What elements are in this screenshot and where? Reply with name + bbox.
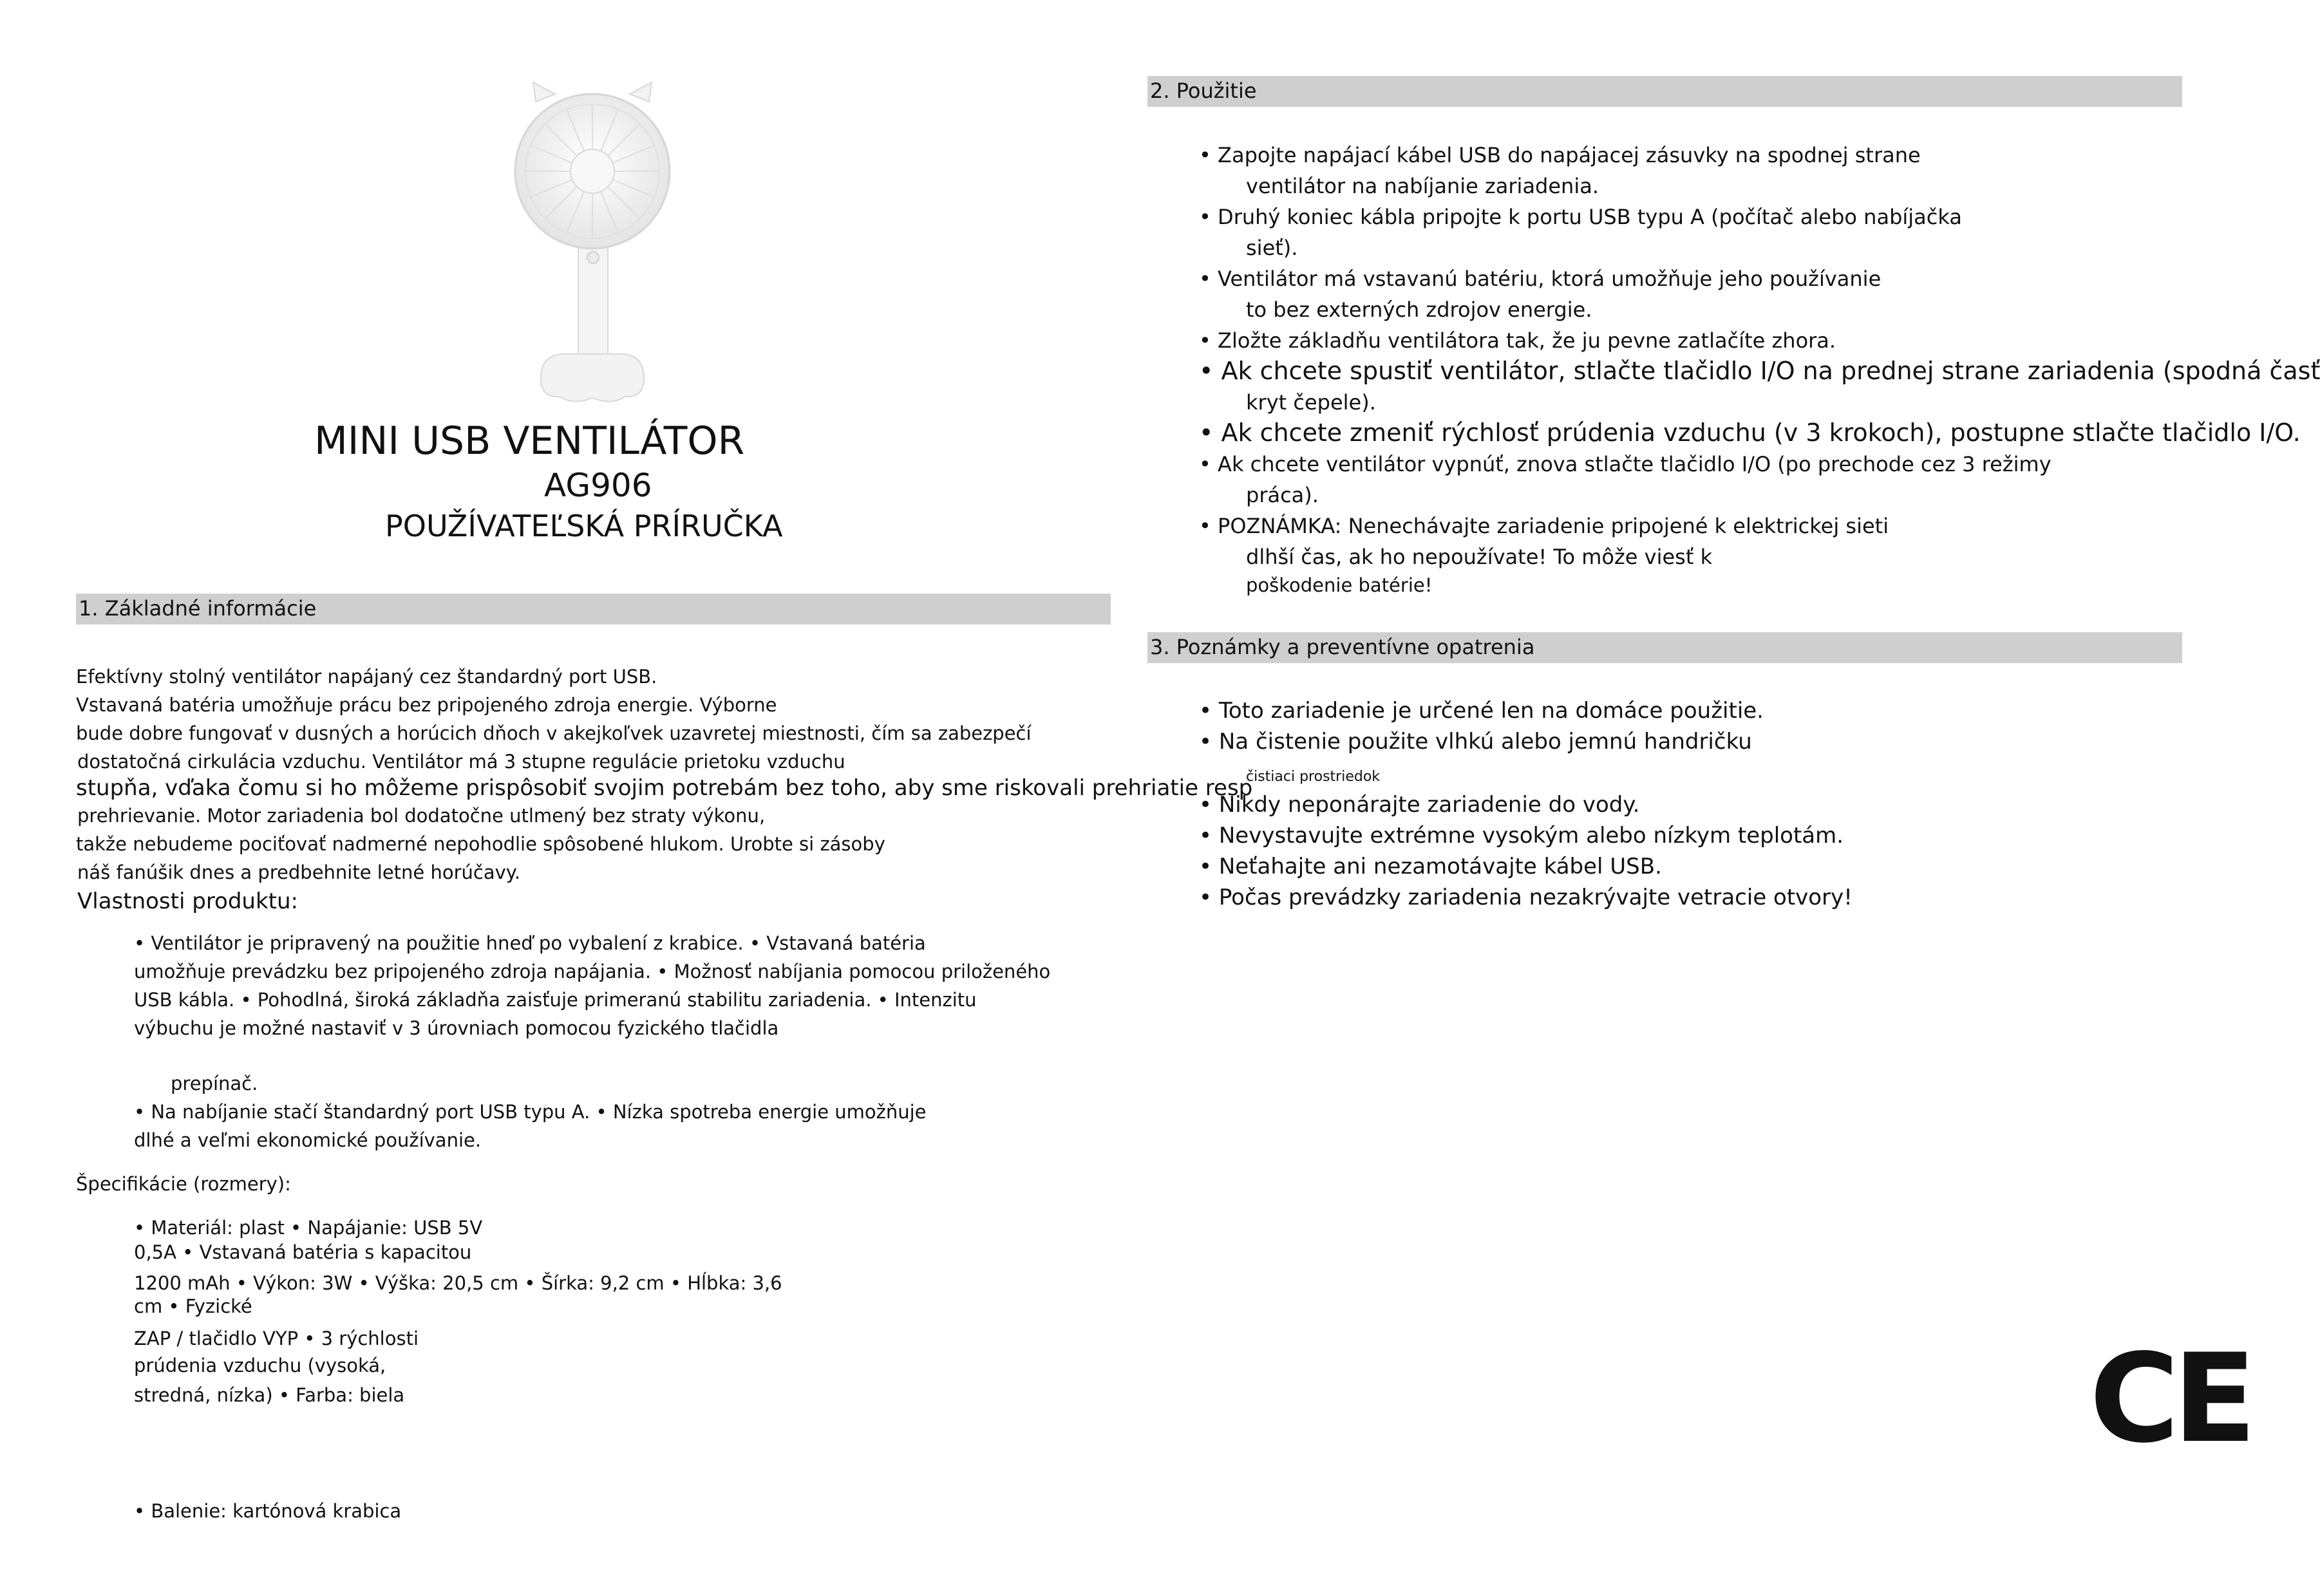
product-title: MINI USB VENTILÁTOR (314, 418, 745, 464)
features-heading: Vlastnosti produktu: (77, 888, 299, 914)
usage-line: • Ak chcete zmeniť rýchlosť prúdenia vzduchu (v 3 krokoch), postupne stlačte tlačidlo I/O. (1199, 418, 2301, 447)
product-model: AG906 (544, 467, 652, 504)
specs-line: • Materiál: plast • Napájanie: USB 5V (134, 1217, 483, 1239)
section-3-header (1147, 632, 2182, 663)
fan-illustration (496, 76, 689, 411)
manual-subtitle: POUŽÍVATEĽSKÁ PRÍRUČKA (385, 509, 783, 543)
usage-line: • Druhý koniec kábla pripojte k portu USB typu A (počítač alebo nabíjačka (1199, 205, 1962, 229)
specs-line: ZAP / tlačidlo VYP • 3 rýchlosti (134, 1328, 419, 1349)
intro-line: takže nebudeme pociťovať nadmerné nepohodlie spôsobené hlukom. Urobte si zásoby (76, 833, 885, 855)
features-line: • Na nabíjanie stačí štandardný port USB typu A. • Nízka spotreba energie umožňuje (134, 1101, 927, 1123)
note-line: čistiaci prostriedok (1246, 769, 1381, 785)
usage-line: • Ak chcete ventilátor vypnúť, znova stlačte tlačidlo I/O (po prechode cez 3 režimy (1199, 452, 2051, 476)
intro-line: bude dobre fungovať v dusných a horúcich dňoch v akejkoľvek uzavretej miestnosti, čím sa zabezpečí (76, 722, 1032, 744)
intro-line: náš fanúšik dnes a predbehnite letné horúčavy. (77, 861, 521, 883)
intro-line: prehrievanie. Motor zariadenia bol dodatočne utlmený bez straty výkonu, (77, 805, 766, 827)
note-line: • Nikdy neponárajte zariadenie do vody. (1199, 792, 1640, 818)
usage-line: • Ventilátor má vstavanú batériu, ktorá umožňuje jeho používanie (1199, 267, 1881, 291)
usage-line: • Zložte základňu ventilátora tak, že ju pevne zatlačíte zhora. (1199, 328, 1836, 353)
features-line: • Ventilátor je pripravený na použitie hneď po vybalení z krabice. • Vstavaná batéria (134, 932, 926, 954)
note-line: • Počas prevádzky zariadenia nezakrývajte vetracie otvory! (1199, 885, 1853, 910)
intro-line: Efektívny stolný ventilátor napájaný cez štandardný port USB. (76, 666, 657, 688)
section-3-heading: 3. Poznámky a preventívne opatrenia (1150, 635, 1535, 659)
usage-line: poškodenie batérie! (1246, 574, 1433, 596)
features-line: dlhé a veľmi ekonomické používanie. (134, 1129, 482, 1151)
features-line: USB kábla. • Pohodlná, široká základňa zaisťuje primeranú stabilitu zariadenia. • Intenzitu (134, 989, 977, 1011)
specs-line: • Balenie: kartónová krabica (134, 1500, 402, 1522)
section-2-heading: 2. Použitie (1150, 79, 1257, 103)
specs-line: stredná, nízka) • Farba: biela (134, 1384, 405, 1406)
intro-line: Vstavaná batéria umožňuje prácu bez pripojeného zdroja energie. Výborne (76, 694, 777, 716)
features-line: umožňuje prevádzku bez pripojeného zdroja napájania. • Možnosť nabíjania pomocou priloženého (134, 961, 1051, 982)
usage-line: • Ak chcete spustiť ventilátor, stlačte tlačidlo I/O na prednej strane zariadenia (spodná časť (1199, 357, 2320, 385)
note-line: • Na čistenie použite vlhkú alebo jemnú handričku (1199, 729, 1752, 755)
specs-line: cm • Fyzické (134, 1295, 252, 1317)
usage-line: ventilátor na nabíjanie zariadenia. (1246, 174, 1599, 198)
specs-line: prúdenia vzduchu (vysoká, (134, 1355, 386, 1376)
usage-line: to bez externých zdrojov energie. (1246, 297, 1592, 322)
note-line: • Nevystavujte extrémne vysokým alebo nízkym teplotám. (1199, 823, 1844, 849)
features-line: výbuchu je možné nastaviť v 3 úrovniach pomocou fyzického tlačidla (134, 1017, 779, 1039)
section-2-header (1147, 76, 2182, 107)
specs-heading: Špecifikácie (rozmery): (76, 1173, 291, 1195)
note-line: • Toto zariadenie je určené len na domáce použitie. (1199, 698, 1764, 724)
usage-line: práca). (1246, 483, 1319, 507)
note-line: • Neťahajte ani nezamotávajte kábel USB. (1199, 854, 1662, 879)
usage-line: sieť). (1246, 236, 1298, 260)
section-1-header (76, 594, 1111, 624)
section-1-heading: 1. Základné informácie (79, 596, 317, 621)
specs-line: 0,5A • Vstavaná batéria s kapacitou (134, 1241, 472, 1263)
ce-mark: CE (2089, 1328, 2250, 1470)
intro-line: dostatočná cirkulácia vzduchu. Ventilátor má 3 stupne regulácie prietoku vzduchu (77, 751, 845, 773)
features-line: prepínač. (171, 1073, 258, 1094)
specs-line: 1200 mAh • Výkon: 3W • Výška: 20,5 cm • Šírka: 9,2 cm • Hĺbka: 3,6 (134, 1272, 782, 1294)
usage-line: • Zapojte napájací kábel USB do napájacej zásuvky na spodnej strane (1199, 143, 1921, 167)
intro-line: stupňa, vďaka čomu si ho môžeme prispôsobiť svojim potrebám bez toho, aby sme riskovali prehriatie resp (76, 775, 1253, 801)
usage-line: kryt čepele). (1246, 390, 1376, 415)
usage-line: dlhší čas, ak ho nepoužívate! To môže viesť k (1246, 545, 1713, 569)
usage-line: • POZNÁMKA: Nenechávajte zariadenie pripojené k elektrickej sieti (1199, 514, 1889, 538)
